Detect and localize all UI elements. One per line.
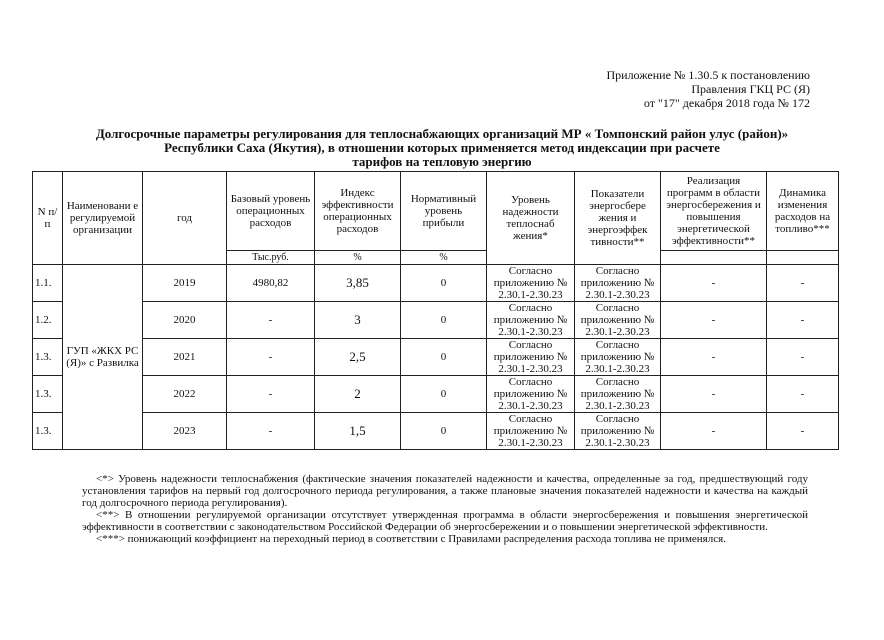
row-energy: Согласно приложению № 2.30.1-2.30.23 — [575, 376, 661, 413]
row-reliability: Согласно приложению № 2.30.1-2.30.23 — [487, 413, 575, 450]
header-program: Реализация программ в области энергосбережения и повышения энергетической эффективности** — [661, 172, 767, 251]
unit-base: Тыс.руб. — [227, 251, 315, 265]
row-year: 2021 — [143, 339, 227, 376]
approval-line-3: от "17" декабря 2018 года № 172 — [643, 96, 810, 110]
approval-line-2: Правления ГКЦ РС (Я) — [691, 82, 810, 96]
row-fuel: - — [767, 265, 839, 302]
title-line-1: Долгосрочные параметры регулирования для теплоснабжающих организаций МР « Томпонский район улус (район)» — [95, 126, 789, 141]
table-row — [33, 302, 839, 339]
header-org: Наименовани е регулируемой организации — [63, 172, 143, 265]
unit-fuel-empty — [767, 251, 839, 265]
footnote-3: <***> понижающий коэффициент на переходный период в соответствии с Правилами распределения расхода топлива не применялся. — [96, 533, 726, 545]
footnotes — [82, 473, 808, 545]
row-reliability: Согласно приложению № 2.30.1-2.30.23 — [487, 376, 575, 413]
row-profit: 0 — [401, 413, 487, 450]
unit-index: % — [315, 251, 401, 265]
row-profit: 0 — [401, 302, 487, 339]
row-year: 2023 — [143, 413, 227, 450]
unit-profit: % — [401, 251, 487, 265]
row-index: 3 — [315, 302, 401, 339]
header-num: N п/п — [33, 172, 63, 265]
row-profit: 0 — [401, 339, 487, 376]
table-row — [33, 376, 839, 413]
table-row — [33, 413, 839, 450]
header-reliability: Уровень надежности теплоснаб жения* — [487, 172, 575, 265]
row-index: 2 — [315, 376, 401, 413]
row-num: 1.3. — [33, 413, 63, 450]
row-profit: 0 — [401, 376, 487, 413]
row-reliability: Согласно приложению № 2.30.1-2.30.23 — [487, 339, 575, 376]
header-energy: Показатели энергосбере жения и энергоэффек тивности** — [575, 172, 661, 265]
approval-block — [606, 68, 810, 110]
row-energy: Согласно приложению № 2.30.1-2.30.23 — [575, 302, 661, 339]
row-base: - — [227, 376, 315, 413]
approval-line-1: Приложение № 1.30.5 к постановлению — [606, 68, 810, 82]
title-line-2: Республики Саха (Якутия), в отношении которых применяется метод индексации при расчете — [164, 140, 720, 155]
row-energy: Согласно приложению № 2.30.1-2.30.23 — [575, 339, 661, 376]
row-fuel: - — [767, 302, 839, 339]
row-num: 1.1. — [33, 265, 63, 302]
row-num: 1.3. — [33, 339, 63, 376]
row-base: 4980,82 — [227, 265, 315, 302]
org-name: ГУП «ЖКХ РС (Я)» с Развилка — [63, 265, 143, 450]
unit-program-empty — [661, 251, 767, 265]
table-row — [33, 339, 839, 376]
row-year: 2022 — [143, 376, 227, 413]
header-fuel: Динамика изменения расходов на топливо*** — [767, 172, 839, 251]
header-year: год — [143, 172, 227, 265]
row-fuel: - — [767, 376, 839, 413]
row-index: 3,85 — [315, 265, 401, 302]
row-num: 1.2. — [33, 302, 63, 339]
row-fuel: - — [767, 339, 839, 376]
row-program: - — [661, 413, 767, 450]
row-fuel: - — [767, 413, 839, 450]
row-program: - — [661, 376, 767, 413]
header-profit: Нормативный уровень прибыли — [401, 172, 487, 251]
row-index: 1,5 — [315, 413, 401, 450]
row-energy: Согласно приложению № 2.30.1-2.30.23 — [575, 413, 661, 450]
row-profit: 0 — [401, 265, 487, 302]
row-program: - — [661, 339, 767, 376]
row-program: - — [661, 265, 767, 302]
row-year: 2020 — [143, 302, 227, 339]
header-index: Индекс эффективности операционных расходов — [315, 172, 401, 251]
row-year: 2019 — [143, 265, 227, 302]
row-index: 2,5 — [315, 339, 401, 376]
row-program: - — [661, 302, 767, 339]
document-title — [80, 127, 804, 169]
row-reliability: Согласно приложению № 2.30.1-2.30.23 — [487, 302, 575, 339]
row-base: - — [227, 339, 315, 376]
row-energy: Согласно приложению № 2.30.1-2.30.23 — [575, 265, 661, 302]
parameters-table — [32, 171, 839, 450]
footnote-2: <**> В отношении регулируемой организации отсутствует утвержденная программа в области энергосбережения и повышения энергетической эффективности в соответствии с законодательством Российской Федерации об энергосбережении и о повышении энергетической эффективности. — [82, 509, 808, 533]
table-header-row — [33, 172, 839, 251]
header-base: Базовый уровень операционных расходов — [227, 172, 315, 251]
row-reliability: Согласно приложению № 2.30.1-2.30.23 — [487, 265, 575, 302]
table-row — [33, 265, 839, 302]
footnote-1: <*> Уровень надежности теплоснабжения (фактические значения показателей надежности и качества, определенные за год, предшествующий году установления тарифов на первый год долгосрочного периода регулирования, а также плановые значения показателей надежности и качества на каждый год долгосрочного периода регулирования). — [82, 473, 808, 509]
row-base: - — [227, 413, 315, 450]
title-line-3: тарифов на тепловую энергию — [352, 154, 532, 169]
row-base: - — [227, 302, 315, 339]
row-num: 1.3. — [33, 376, 63, 413]
